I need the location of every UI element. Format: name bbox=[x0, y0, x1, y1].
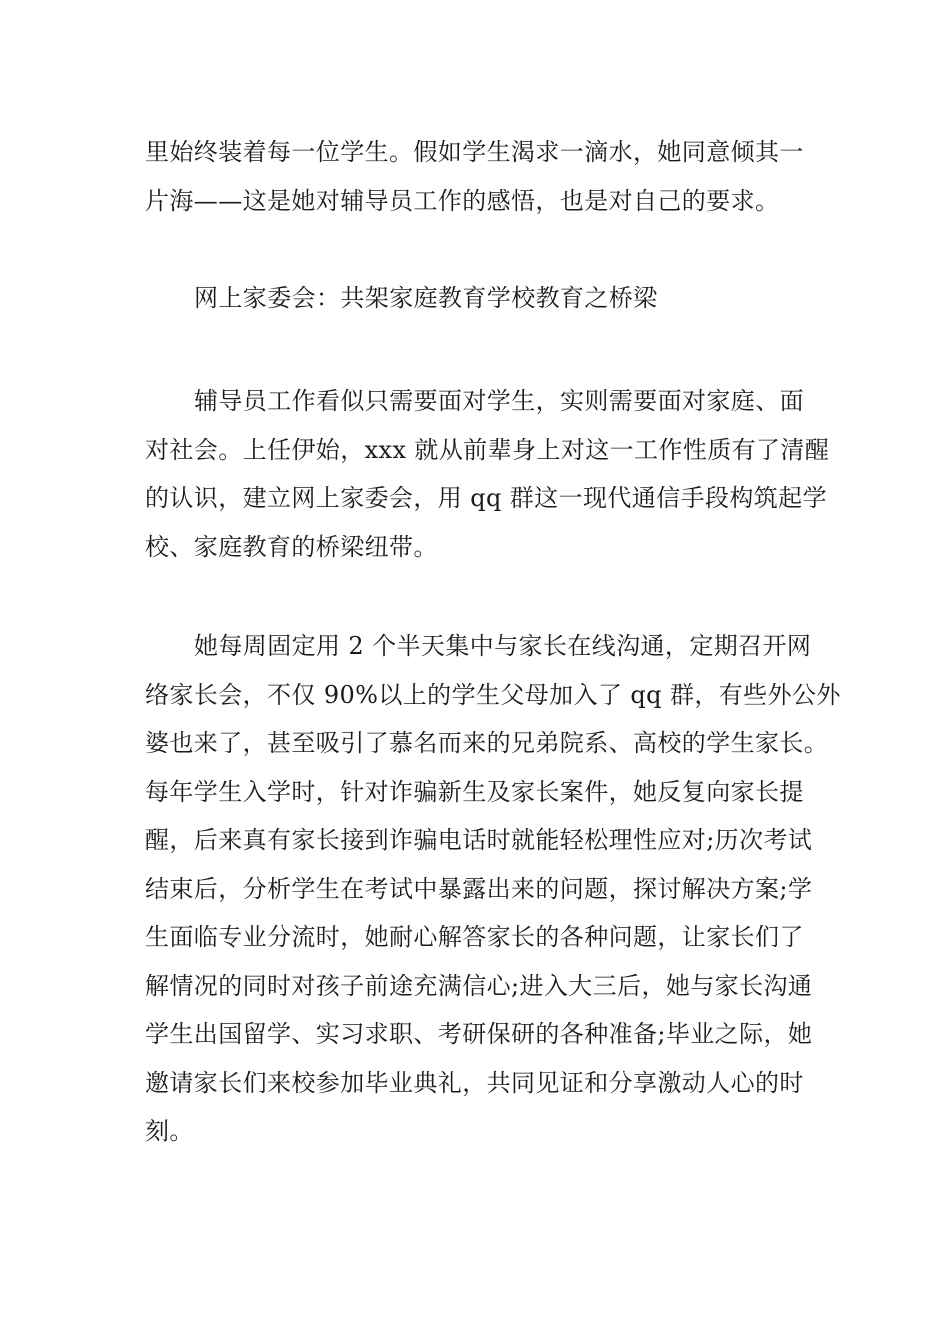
paragraph-line: 学生出国留学、实习求职、考研保研的各种准备;毕业之际，她 bbox=[145, 1020, 813, 1048]
paragraph-line: 每年学生入学时，针对诈骗新生及家长案件，她反复向家长提 bbox=[145, 777, 804, 806]
paragraph-line: 片海——这是她对辅导员工作的感悟，也是对自己的要求。 bbox=[145, 186, 780, 215]
paragraph-line: 络家长会，不仅 90%以上的学生父母加入了 qq 群，有些外公外 bbox=[145, 680, 841, 709]
paragraph-line: 解情况的同时对孩子前途充满信心;进入大三后，她与家长沟通 bbox=[145, 971, 813, 1000]
paragraph-line: 刻。 bbox=[145, 1117, 194, 1145]
paragraph-line: 校、家庭教育的桥梁纽带。 bbox=[145, 532, 438, 561]
paragraph-details bbox=[145, 622, 841, 1156]
paragraph-line: 辅导员工作看似只需要面对学生，实则需要面对家庭、面 bbox=[194, 387, 804, 415]
section-heading-text: 网上家委会：共架家庭教育学校教育之桥梁 bbox=[194, 284, 658, 312]
paragraph-intro bbox=[145, 377, 830, 571]
paragraph-line: 生面临专业分流时，她耐心解答家长的各种问题，让家长们了 bbox=[145, 923, 804, 951]
paragraph-line: 婆也来了，甚至吸引了慕名而来的兄弟院系、高校的学生家长。 bbox=[145, 729, 829, 757]
paragraph-line: 的认识，建立网上家委会，用 qq 群这一现代通信手段构筑起学 bbox=[145, 484, 827, 512]
paragraph-line: 醒，后来真有家长接到诈骗电话时就能轻松理性应对;历次考试 bbox=[145, 826, 813, 854]
paragraph-line: 邀请家长们来校参加毕业典礼，共同见证和分享激动人心的时 bbox=[145, 1068, 804, 1097]
paragraph-line: 她每周固定用 2 个半天集中与家长在线沟通，定期召开网 bbox=[194, 632, 812, 660]
paragraph-line: 里始终装着每一位学生。假如学生渴求一滴水，她同意倾其一 bbox=[145, 138, 804, 166]
paragraph-continuation bbox=[145, 128, 810, 225]
section-heading bbox=[145, 274, 810, 323]
paragraph-line: 结束后，分析学生在考试中暴露出来的问题，探讨解决方案;学 bbox=[145, 874, 813, 903]
paragraph-line: 对社会。上任伊始，xxx 就从前辈身上对这一工作性质有了清醒 bbox=[145, 435, 830, 464]
